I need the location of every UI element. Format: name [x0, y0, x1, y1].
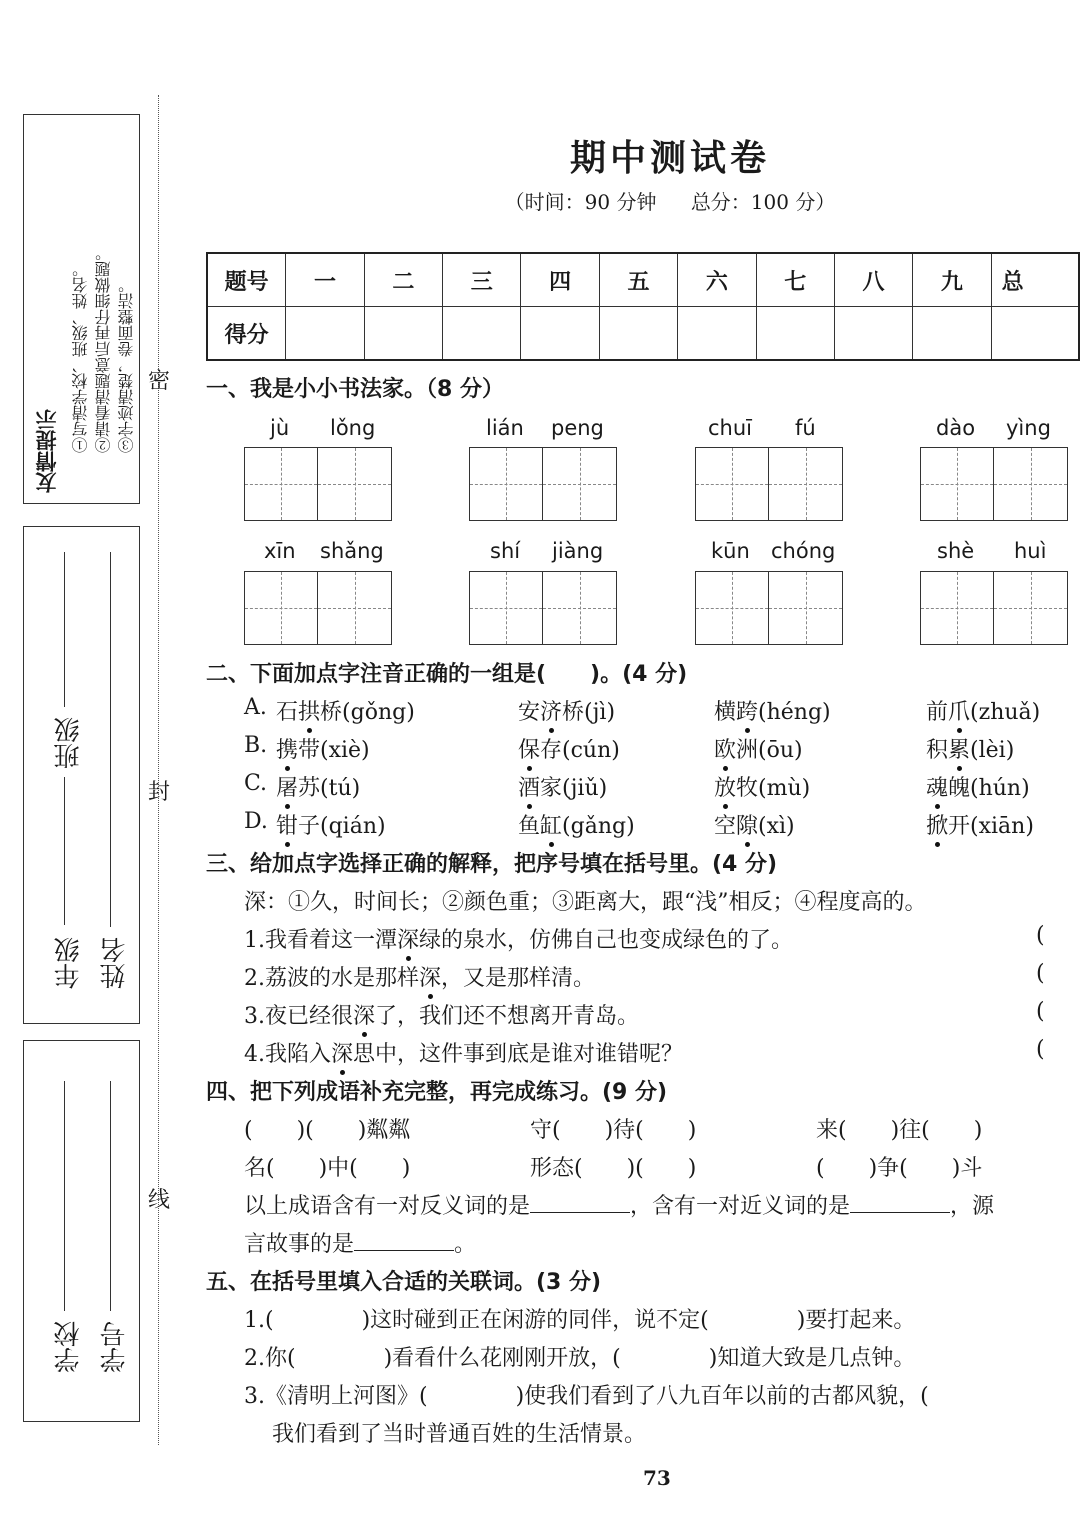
- col-header: 总: [991, 253, 1079, 307]
- answer-blank[interactable]: [530, 1192, 630, 1213]
- pinyin: jù: [270, 416, 290, 440]
- writing-grid[interactable]: [244, 447, 392, 521]
- score-cell[interactable]: [991, 307, 1079, 361]
- page-title: 期中测试卷: [569, 137, 770, 179]
- pinyin: kūn: [711, 539, 750, 563]
- pinyin: shí: [490, 539, 521, 563]
- name-label: 姓名: [100, 937, 130, 989]
- score-cell[interactable]: [834, 307, 912, 361]
- option-c-word-3: 放牧(mù): [714, 776, 811, 801]
- option-b-word-2: 保存(cún): [518, 738, 620, 763]
- pinyin: shè: [937, 539, 975, 563]
- section1-heading: 一、我是小小书法家。（8 分）: [206, 377, 504, 402]
- conjunction-item-3[interactable]: 3.《清明上河图》( )使我们看到了八九百年以前的古都风貌，(: [244, 1384, 929, 1409]
- option-a-word-4: 前爪(zhuǎ): [926, 700, 1041, 725]
- bind-mi: 密: [148, 369, 171, 394]
- answer-paren[interactable]: (: [1036, 923, 1045, 948]
- option-a-word-1: 石拱桥(gǒng): [276, 700, 415, 725]
- writing-grid[interactable]: [244, 571, 392, 645]
- exam-total: 总分：100 分）: [690, 190, 836, 214]
- score-cell[interactable]: [678, 307, 756, 361]
- answer-paren[interactable]: (: [1036, 1037, 1045, 1062]
- tip-2: ②请看清题意后再仔细做题。: [94, 245, 113, 453]
- number-label: 学号: [100, 1321, 130, 1373]
- pinyin: shǎng: [320, 539, 384, 563]
- pinyin: peng: [551, 416, 604, 440]
- binding-line: [158, 95, 159, 1445]
- name-line: [110, 552, 111, 927]
- score-table-header-row: [207, 253, 1079, 307]
- pinyin: xīn: [264, 539, 296, 563]
- writing-grid[interactable]: [695, 571, 843, 645]
- score-cell[interactable]: [521, 307, 599, 361]
- writing-grid[interactable]: [920, 571, 1068, 645]
- section5-heading: 五、在括号里填入合适的关联词。(3 分): [206, 1270, 602, 1295]
- writing-grid[interactable]: [469, 447, 617, 521]
- bind-feng: 封: [148, 780, 171, 805]
- student-info-box: [23, 526, 140, 1024]
- col-header: 七: [756, 253, 834, 307]
- pinyin: chóng: [771, 539, 836, 563]
- col-header: 一: [286, 253, 364, 307]
- option-d-word-1: 钳子(qián): [276, 814, 386, 839]
- row-label-score: 得分: [207, 307, 286, 361]
- sentence-1: 1.我看着这一潭深绿的泉水，仿佛自己也变成绿色的了。: [244, 928, 794, 953]
- score-table-score-row: [207, 307, 1079, 361]
- pinyin: jiàng: [552, 539, 604, 563]
- school-line: [64, 1081, 65, 1311]
- tip-3: ③字迹清楚，卷面整洁。: [117, 277, 136, 453]
- pinyin: dào: [936, 416, 976, 440]
- grade-label: 年级: [54, 937, 84, 989]
- grade-line: [64, 777, 65, 925]
- option-d-word-2: 鱼缸(gǎng): [518, 814, 635, 839]
- row-label-number: 题号: [207, 253, 286, 307]
- col-header: 二: [364, 253, 442, 307]
- pinyin: lián: [486, 416, 524, 440]
- idiom-blank[interactable]: ( )争( )斗: [816, 1156, 983, 1181]
- option-c-word-4: 魂魄(hún): [926, 776, 1030, 801]
- definition: 深：①久，时间长；②颜色重；③距离大，跟“浅”相反；④程度高的。: [244, 890, 927, 915]
- option-d-label: D.: [244, 809, 268, 834]
- option-c-label: C.: [244, 771, 268, 796]
- section3-heading: 三、给加点字选择正确的解释，把序号填在括号里。(4 分): [206, 852, 778, 877]
- conjunction-item-2[interactable]: 2.你( )看看什么花刚刚开放，( )知道大致是几点钟。: [244, 1346, 916, 1371]
- score-cell[interactable]: [599, 307, 677, 361]
- score-cell[interactable]: [364, 307, 442, 361]
- answer-paren[interactable]: (: [1036, 961, 1045, 986]
- pinyin: fú: [795, 416, 816, 440]
- exam-info: [0, 186, 1080, 215]
- bind-xian: 线: [148, 1188, 171, 1213]
- option-a-word-2: 安济桥(jì): [518, 700, 616, 725]
- score-cell[interactable]: [913, 307, 991, 361]
- option-a-label: A.: [244, 695, 267, 720]
- sentence-4: 4.我陷入深思中，这件事到底是谁对谁错呢？: [244, 1042, 684, 1067]
- pinyin: lǒng: [330, 416, 376, 440]
- col-header: 三: [443, 253, 521, 307]
- tips-heading: 友情提示: [35, 409, 59, 493]
- tip-1: ①写清学校、班级、姓名。: [71, 261, 90, 453]
- writing-grid[interactable]: [469, 571, 617, 645]
- idiom-blank[interactable]: 形态( )( ): [530, 1156, 697, 1181]
- writing-grid[interactable]: [695, 447, 843, 521]
- score-cell[interactable]: [443, 307, 521, 361]
- answer-blank[interactable]: [850, 1192, 950, 1213]
- section4-heading: 四、把下列成语补充完整，再完成练习。(9 分): [206, 1080, 668, 1105]
- page-number: 73: [643, 1466, 671, 1490]
- option-d-word-4: 掀开(xiān): [926, 814, 1034, 839]
- score-table: [206, 252, 1080, 361]
- idiom-blank[interactable]: 守( )待( ): [530, 1118, 697, 1143]
- pinyin: chuī: [708, 416, 752, 440]
- col-header: 八: [834, 253, 912, 307]
- class-line: [64, 552, 65, 707]
- school-label: 学校: [54, 1321, 84, 1373]
- col-header: 六: [678, 253, 756, 307]
- col-header: 九: [913, 253, 991, 307]
- answer-blank[interactable]: [354, 1230, 454, 1251]
- option-b-label: B.: [244, 733, 268, 758]
- idiom-blank[interactable]: 来( )往( ): [816, 1118, 983, 1143]
- option-a-word-3: 横跨(héng): [714, 700, 831, 725]
- class-label: 班级: [54, 717, 84, 769]
- option-d-word-3: 空隙(xì): [714, 814, 795, 839]
- conjunction-item-3-cont: 我们看到了当时普通百姓的生活情景。: [272, 1422, 647, 1447]
- pinyin: yìng: [1006, 416, 1051, 440]
- number-line: [110, 1081, 111, 1311]
- option-b-word-3: 欧洲(ōu): [714, 738, 803, 763]
- option-b-word-4: 积累(lèi): [926, 738, 1015, 763]
- writing-grid[interactable]: [920, 447, 1068, 521]
- sentence-3: 3.夜已经很深了，我们还不想离开青岛。: [244, 1004, 640, 1029]
- option-c-word-1: 屠苏(tú): [276, 776, 361, 801]
- fable-question: 言故事的是 。: [244, 1232, 477, 1257]
- col-header: 五: [599, 253, 677, 307]
- col-header: 四: [521, 253, 599, 307]
- idiom-blank[interactable]: 名( )中( ): [244, 1156, 411, 1181]
- score-cell[interactable]: [286, 307, 364, 361]
- score-cell[interactable]: [756, 307, 834, 361]
- option-c-word-2: 酒家(jiǔ): [518, 776, 608, 801]
- exam-time: （时间：90 分钟: [504, 190, 657, 214]
- conjunction-item-1[interactable]: 1.( )这时碰到正在闲游的同伴，说不定( )要打起来。: [244, 1308, 916, 1333]
- sentence-2: 2.荔波的水是那样深，又是那样清。: [244, 966, 596, 991]
- section2-heading: 二、下面加点字注音正确的一组是( )。(4 分): [206, 662, 688, 687]
- idiom-blank[interactable]: ( )( )粼粼: [244, 1118, 411, 1143]
- pinyin: huì: [1014, 539, 1047, 563]
- antonym-question: 以上成语含有一对反义词的是 ，含有一对近义词的是 ，源: [244, 1194, 995, 1219]
- answer-paren[interactable]: (: [1036, 999, 1045, 1024]
- school-info-box: [23, 1040, 140, 1422]
- option-b-word-1: 携带(xiè): [276, 738, 370, 763]
